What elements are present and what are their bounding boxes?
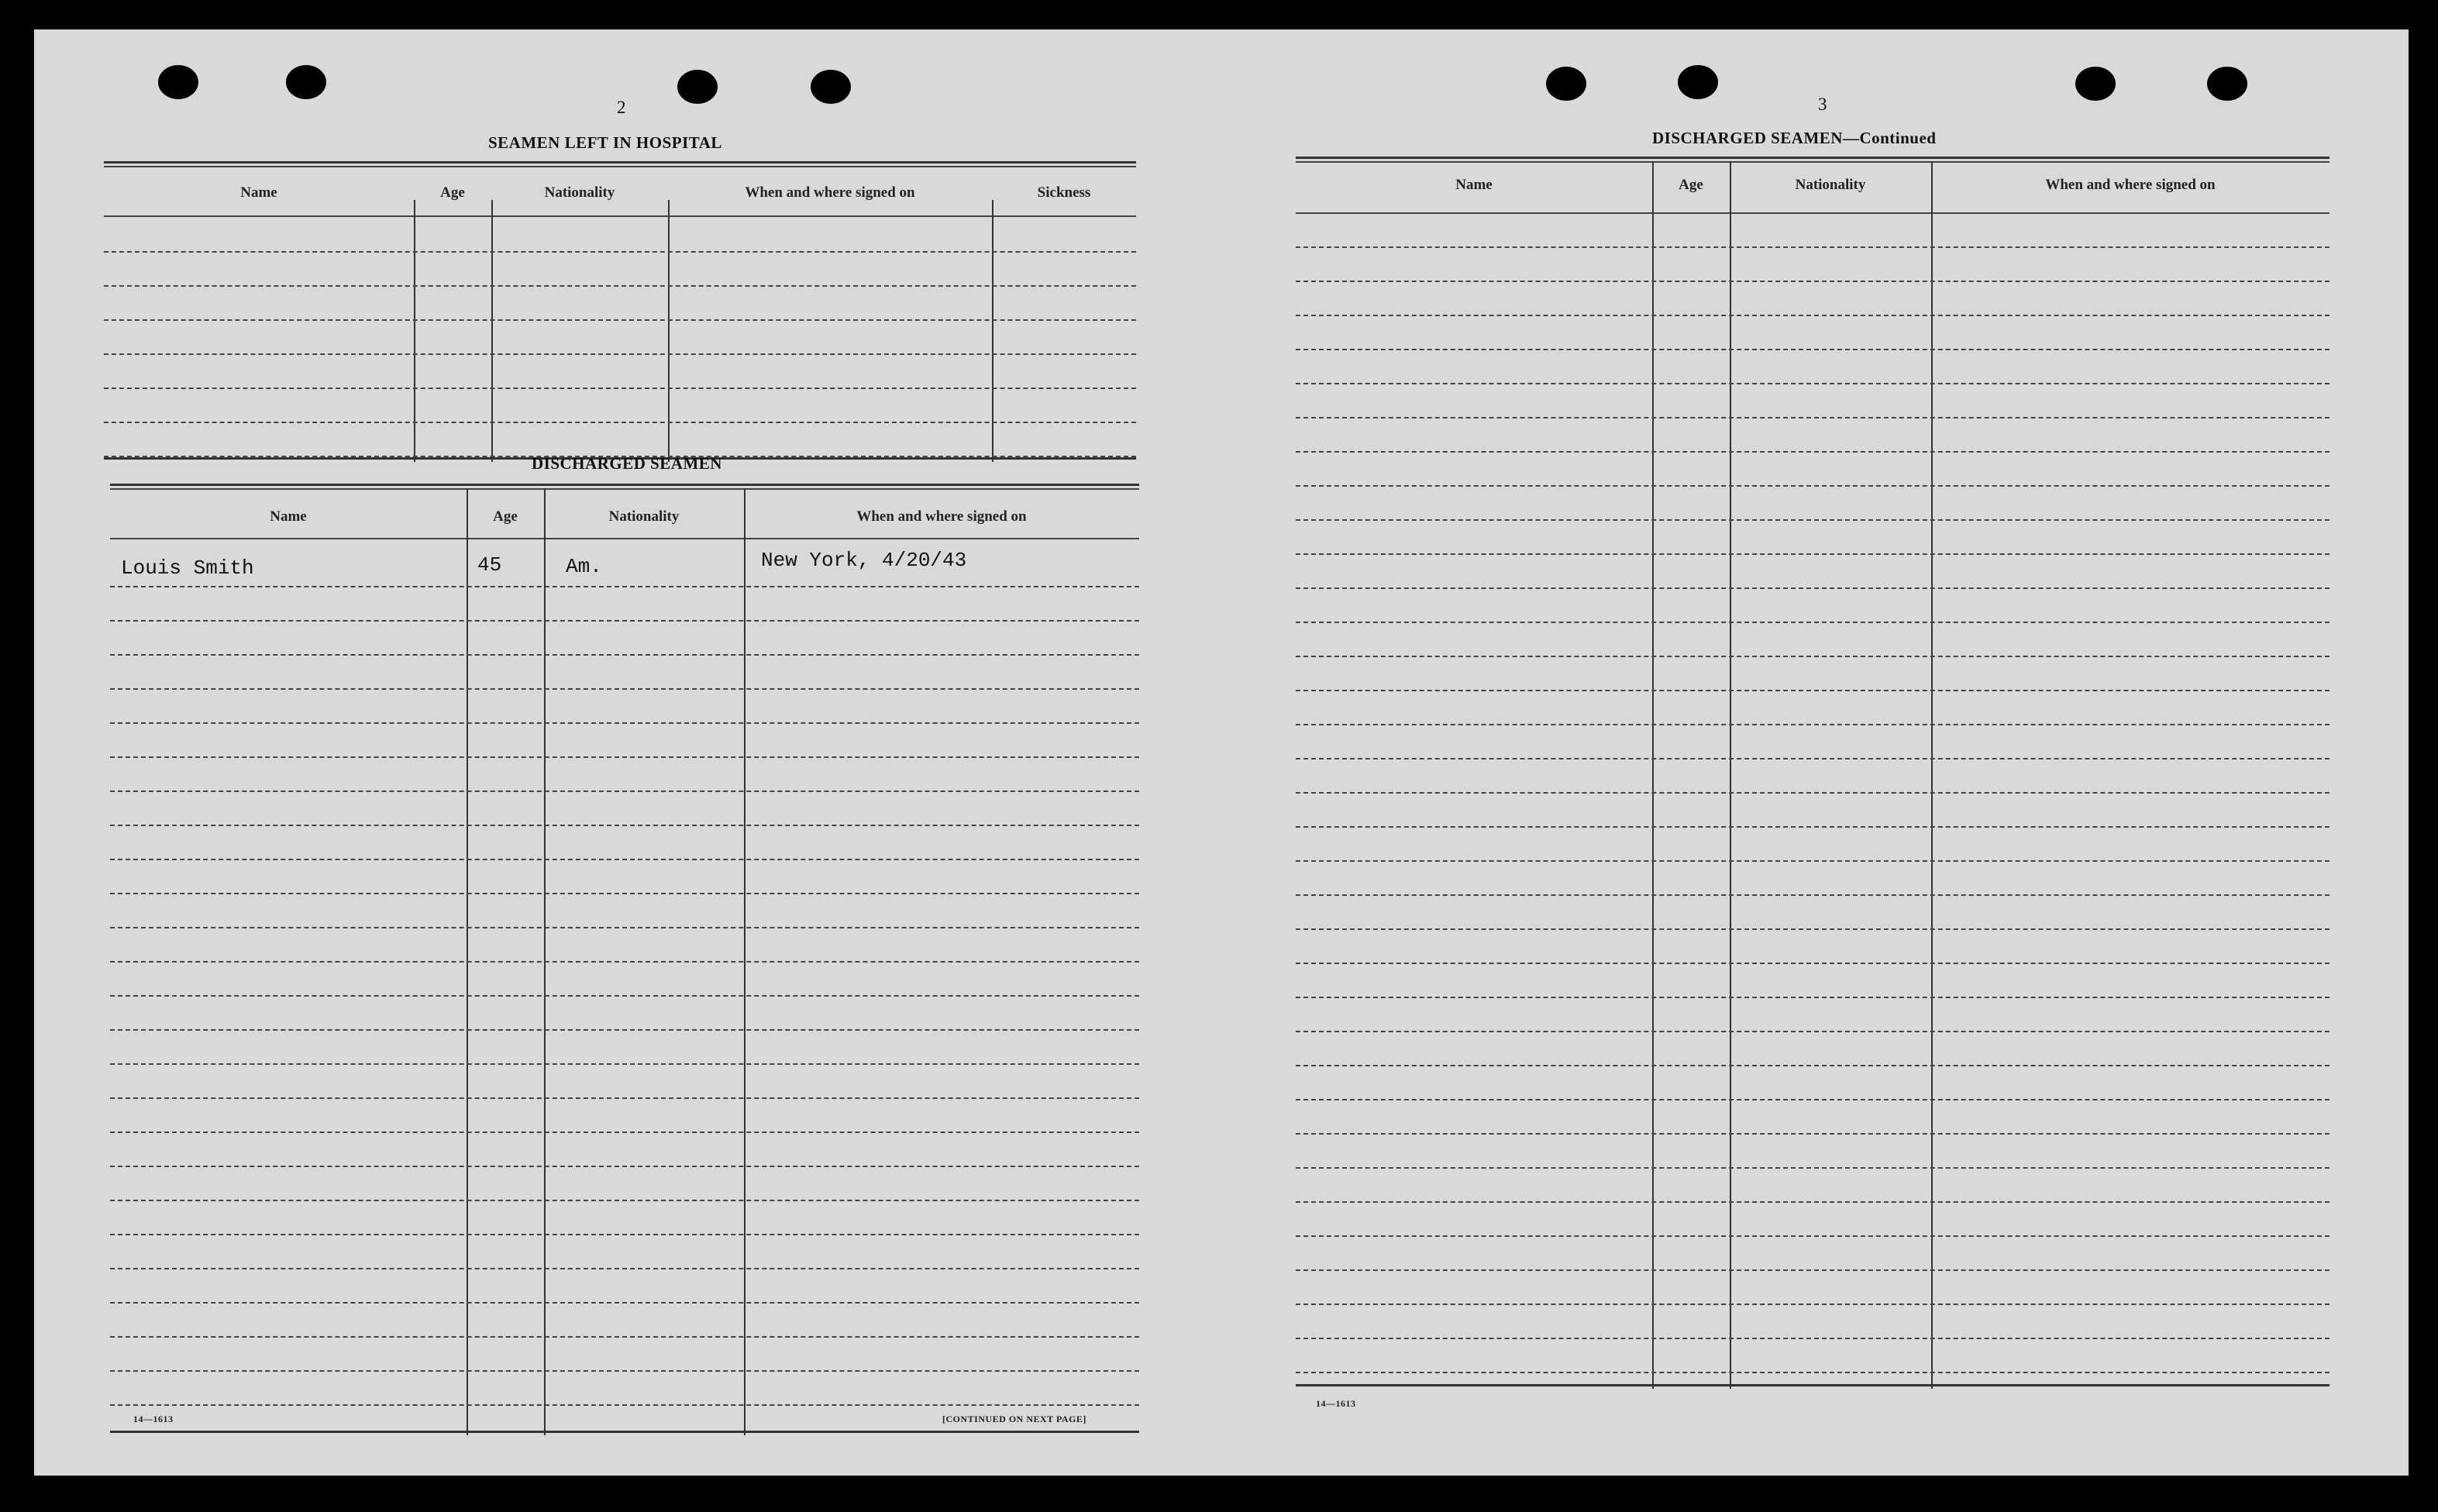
ruling-line — [110, 586, 1139, 587]
continued-col-age: Age — [1679, 177, 1703, 193]
ruling-line — [110, 688, 1139, 690]
ruling-line — [110, 654, 1139, 656]
ruling-line — [110, 825, 1139, 826]
ruling-line — [1296, 246, 2330, 248]
punch-hole — [1546, 67, 1586, 101]
seaman-name: Louis Smith — [121, 556, 254, 580]
ruling-line — [110, 1336, 1139, 1338]
ruling-line — [1296, 1167, 2330, 1169]
document-spread — [34, 29, 2409, 1476]
hospital-col-signed-on: When and where signed on — [745, 184, 915, 201]
ruling-line — [1296, 724, 2330, 725]
ruling-line — [110, 1234, 1139, 1235]
ruling-line — [110, 1029, 1139, 1031]
right-section-title — [1652, 129, 1936, 148]
ruling-line — [110, 722, 1139, 724]
ruling-line — [110, 756, 1139, 758]
continued-note: [CONTINUED ON NEXT PAGE] — [942, 1414, 1086, 1424]
ruling-line — [104, 422, 1136, 423]
hospital-col-name: Name — [240, 184, 277, 201]
ruling-line — [104, 319, 1136, 321]
ruling-line — [110, 1302, 1139, 1304]
ruling-line — [110, 961, 1139, 963]
table-bottom-rule — [1296, 1384, 2330, 1386]
discharged-section-title: DISCHARGED SEAMEN — [532, 454, 722, 473]
left-form-number: 14—1613 — [133, 1414, 174, 1424]
ruling-line — [1296, 451, 2330, 453]
ruling-line — [110, 859, 1139, 860]
ruling-line — [1296, 1031, 2330, 1032]
discharged-col-nationality: Nationality — [608, 508, 680, 525]
ruling-line — [110, 1097, 1139, 1099]
ruling-line — [110, 1131, 1139, 1133]
hospital-table — [104, 161, 1136, 462]
ruling-line — [1296, 1372, 2330, 1373]
ruling-line — [1296, 792, 2330, 794]
ruling-line — [1296, 1338, 2330, 1339]
ruling-line — [110, 790, 1139, 792]
ruling-line — [110, 1200, 1139, 1201]
ruling-line — [110, 995, 1139, 997]
ruling-line — [110, 893, 1139, 894]
left-page-number: 2 — [617, 98, 626, 117]
punch-hole — [158, 65, 198, 99]
ruling-line — [1296, 690, 2330, 691]
discharged-table — [110, 484, 1139, 1435]
ruling-line — [110, 1166, 1139, 1167]
ruling-line — [110, 927, 1139, 928]
discharged-col-age: Age — [493, 508, 518, 525]
punch-hole — [2075, 67, 2116, 101]
ruling-line — [1296, 1065, 2330, 1066]
hospital-col-nationality: Nationality — [544, 184, 615, 201]
hospital-section-title: SEAMEN LEFT IN HOSPITAL — [488, 133, 722, 152]
discharged-continued-table — [1296, 157, 2330, 1389]
hospital-col-age: Age — [440, 184, 465, 201]
table-bottom-rule — [110, 1431, 1139, 1433]
ruling-line — [1296, 894, 2330, 896]
ruling-line — [1296, 383, 2330, 384]
punch-hole — [286, 65, 326, 99]
ruling-line — [1296, 553, 2330, 555]
punch-hole — [1678, 65, 1718, 99]
continued-col-nationality: Nationality — [1795, 177, 1866, 193]
seaman-signed-on: New York, 4/20/43 — [761, 549, 967, 572]
ruling-line — [1296, 622, 2330, 623]
right-form-number: 14—1613 — [1316, 1398, 1356, 1409]
ruling-line — [1296, 826, 2330, 828]
ruling-line — [1296, 758, 2330, 759]
punch-hole — [811, 70, 851, 104]
right-page-number: 3 — [1818, 95, 1827, 114]
discharged-col-name: Name — [270, 508, 307, 525]
ruling-line — [110, 620, 1139, 622]
ruling-line — [1296, 315, 2330, 316]
continued-col-signed-on: When and where signed on — [2045, 177, 2216, 193]
hospital-col-sickness: Sickness — [1037, 184, 1091, 201]
ruling-line — [1296, 281, 2330, 282]
punch-hole — [2207, 67, 2247, 101]
ruling-line — [1296, 963, 2330, 964]
ruling-line — [1296, 1099, 2330, 1100]
ruling-line — [104, 387, 1136, 389]
ruling-line — [1296, 485, 2330, 487]
right-title-main: DISCHARGED SEAMEN — [1652, 129, 1843, 147]
ruling-line — [110, 1268, 1139, 1269]
ruling-line — [1296, 1269, 2330, 1271]
ruling-line — [104, 285, 1136, 287]
continued-col-name: Name — [1455, 177, 1493, 193]
seaman-age: 45 — [477, 553, 502, 577]
ruling-line — [1296, 1201, 2330, 1203]
ruling-line — [1296, 519, 2330, 521]
right-title-suffix: —Continued — [1842, 129, 1937, 147]
ruling-line — [1296, 1235, 2330, 1237]
ruling-line — [104, 251, 1136, 253]
ruling-line — [104, 353, 1136, 355]
ruling-line — [1296, 1133, 2330, 1135]
ruling-line — [1296, 928, 2330, 930]
ruling-line — [1296, 1304, 2330, 1305]
ruling-line — [110, 1063, 1139, 1065]
ruling-line — [1296, 417, 2330, 418]
ruling-line — [110, 1404, 1139, 1406]
ruling-line — [1296, 587, 2330, 589]
ruling-line — [1296, 349, 2330, 350]
punch-hole — [677, 70, 718, 104]
discharged-col-signed-on: When and where signed on — [856, 508, 1027, 525]
ruling-line — [1296, 860, 2330, 862]
ruling-line — [1296, 656, 2330, 657]
seaman-nationality: Am. — [566, 555, 602, 578]
ruling-line — [1296, 997, 2330, 998]
ruling-line — [110, 1370, 1139, 1372]
